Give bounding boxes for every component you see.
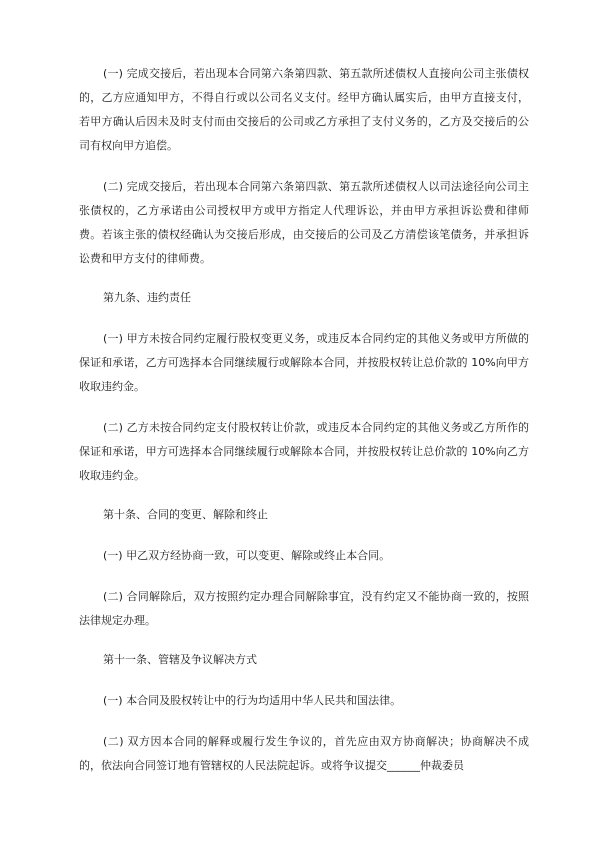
clause-10-1-paragraph: (一) 甲乙双方经协商一致，可以变更、解除或终止本合同。 xyxy=(103,549,391,562)
clause-8-1-paragraph: (一) 完成交接后，若出现本合同第六条第四款、第五款所述债权人直接向公司主张债权的，乙方应通知甲方，不得自行或以公司名义支付。经甲方确认属实后，由甲方直接支付，若甲方确认后因未及时支付而由交接后的公司或乙方承担了支付义务的，乙方及交接后的公司有权向甲方追偿。 xyxy=(79,67,529,152)
clause-10-2-paragraph: (二) 合同解除后，双方按照约定办理合同解除事宜，没有约定又不能协商一致的，按照法律规定办理。 xyxy=(79,590,529,627)
clause-9-1-paragraph: (一) 甲方未按合同约定履行股权变更义务，或违反本合同约定的其他义务或甲方所做的保证和承诺，乙方可选择本合同继续履行或解除本合同，并按股权转让总价款的 10%向甲方收取违约金。 xyxy=(79,332,529,393)
clause-9-2-paragraph: (二) 乙方未按合同约定支付股权转让价款，或违反本合同约定的其他义务或乙方所作的保证和承诺，甲方可选择本合同继续履行或解除本合同，并按股权转让总价款的 10%向乙方收取违约金。 xyxy=(79,421,529,482)
document-page xyxy=(79,62,529,778)
clause-11-1-paragraph: (一) 本合同及股权转让中的行为均适用中华人民共和国法律。 xyxy=(103,694,402,707)
article-10-heading: 第十条、合同的变更、解除和终止 xyxy=(103,508,268,521)
clause-11-2-paragraph: (二) 双方因本合同的解释或履行发生争议的，首先应由双方协商解决；协商解决不成的，依法向合同签订地有管辖权的人民法院起诉。或将争议提交______仲裁委员 xyxy=(79,735,529,772)
article-11-heading: 第十一条、管辖及争议解决方式 xyxy=(103,653,257,666)
article-9-heading: 第九条、违约责任 xyxy=(103,291,191,304)
clause-8-2-paragraph: (二) 完成交接后，若出现本合同第六条第四款、第五款所述债权人以司法途径向公司主张债权的，乙方承诺由公司授权甲方或甲方指定人代理诉讼，并由甲方承担诉讼费和律师费。若该主张的债权经确认为交接后形成，由交接后的公司及乙方清偿该笔债务，并承担诉讼费和甲方支付的律师费。 xyxy=(79,180,529,265)
